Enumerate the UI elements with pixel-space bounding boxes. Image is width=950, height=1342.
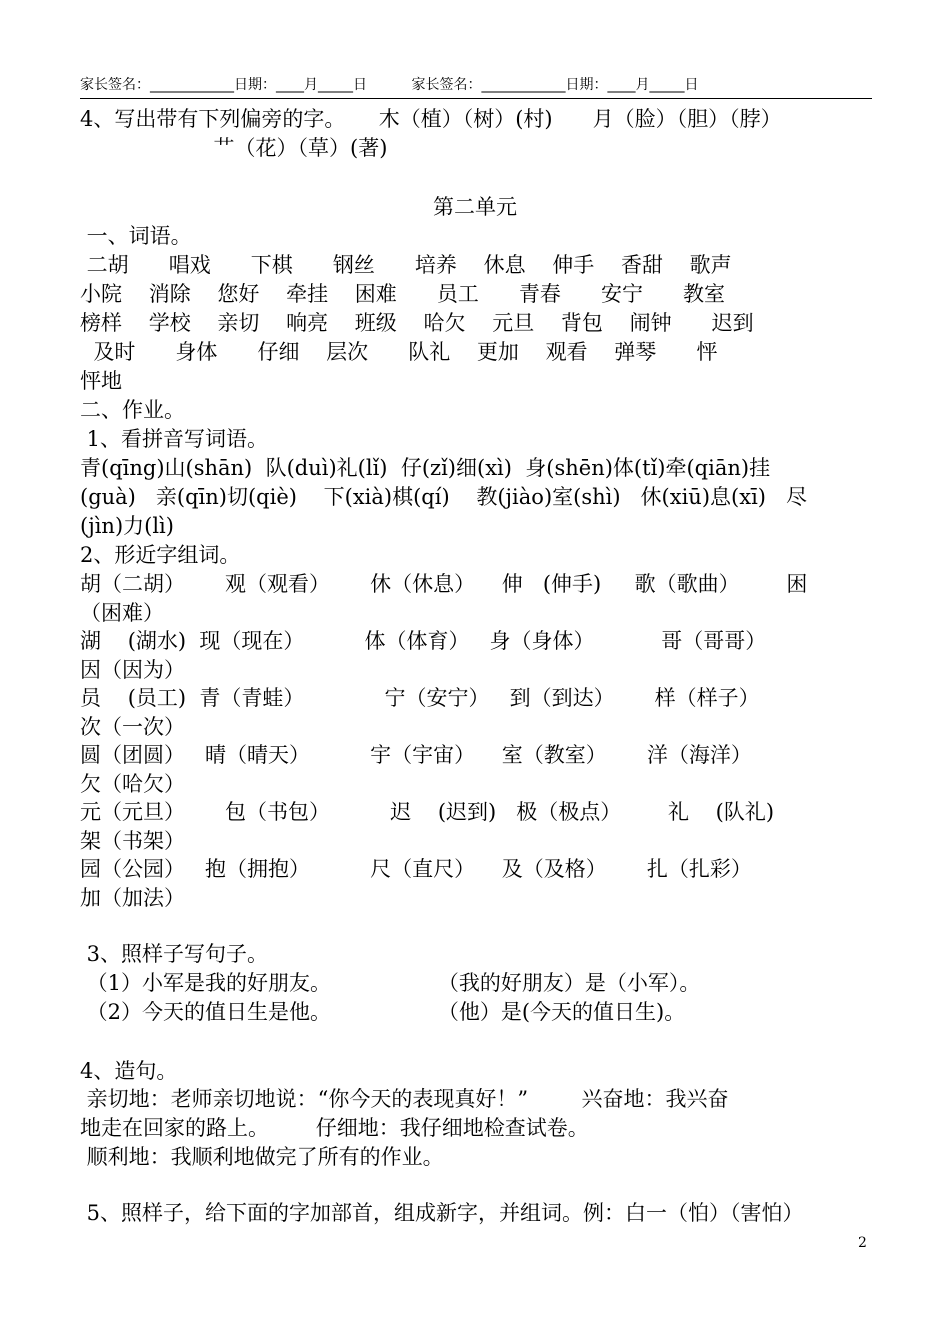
similar-char-line: 架（书架） [80,829,185,853]
similar-char-line: （困难） [80,601,164,625]
page-number: 2 [858,1235,867,1251]
similar-char-line: 湖 (湖水) 现（现在） 体（体育） 身（身体） 哥（哥哥） [80,629,767,653]
similar-char-line: 加（加法） [80,886,185,910]
question-heading: 4、造句。 [80,1059,178,1083]
question-heading: 1、看拼音写词语。 [80,427,269,451]
make-sentence-line: 地走在回家的路上。 仔细地：我仔细地检查试卷。 [80,1116,589,1140]
radical-question-line: 4、写出带有下列偏旁的字。 木（植）（树）(村) 月（脸）（胆）（脖） [80,107,782,131]
radical-answer-line: 艹（花）（草）(著) [80,136,388,160]
question-heading: 5、照样子，给下面的字加部首，组成新字，并组词。例：白一（怕）（害怕） [80,1201,804,1225]
similar-char-line: 元（元旦） 包（书包） 迟 (迟到) 极（极点） 礼 (队礼) [80,800,775,824]
similar-char-line: 员 (员工) 青（青蛙） 宁（安宁） 到（到达） 样（样子） [80,686,760,710]
pinyin-line: 青(qīng)山(shān) 队(duì)礼(lǐ) 仔(zǐ)细(xì) 身(shēn)体(tǐ)牵(qiān)挂 [80,456,771,480]
unit-title: 第二单元 [433,195,517,219]
make-sentence-line: 顺利地：我顺利地做完了所有的作业。 [80,1145,444,1169]
make-sentence-line: 亲切地：老师亲切地说：“你今天的表现真好！” 兴奋地：我兴奋 [80,1087,729,1111]
pinyin-line: (guà) 亲(qīn)切(qiè) 下(xià)棋(qí) 教(jiào)室(shì) 休(xiū)息(xī) 尽 [80,485,808,509]
section-heading-vocab: 一、词语。 [80,224,192,248]
similar-char-line: 次（一次） [80,715,185,739]
header-rule [80,98,872,99]
question-heading: 2、形近字组词。 [80,543,241,567]
parent-signature-header: 家长签名：____________日期：____月_____日 家长签名：____________日期：____月_____日 [80,77,699,93]
pinyin-line: (jìn)力(lì) [80,514,174,538]
question-heading: 3、照样子写句子。 [80,942,269,966]
vocab-line: 小院 消除 您好 牵挂 困难 员工 青春 安宁 教室 [80,282,726,306]
sentence-pattern-line: （2）今天的值日生是他。 （他）是(今天的值日生)。 [80,1000,686,1024]
section-heading-homework: 二、作业。 [80,398,185,422]
vocab-line: 榜样 学校 亲切 响亮 班级 哈欠 元旦 背包 闹钟 迟到 [80,311,754,335]
vocab-line: 怦地 [80,369,122,393]
similar-char-line: 欠（哈欠） [80,772,185,796]
vocab-line: 二胡 唱戏 下棋 钢丝 培养 休息 伸手 香甜 歌声 [80,253,732,277]
similar-char-line: 园（公园） 抱（拥抱） 尺（直尺） 及（及格） 扎（扎彩） [80,857,752,881]
similar-char-line: 胡（二胡） 观（观看） 休（休息） 伸 (伸手) 歌（歌曲） 困 [80,572,808,596]
similar-char-line: 因（因为） [80,658,185,682]
vocab-line: 及时 身体 仔细 层次 队礼 更加 观看 弹琴 怦 [80,340,718,364]
sentence-pattern-line: （1）小军是我的好朋友。 （我的好朋友）是（小军）。 [80,971,701,995]
similar-char-line: 圆（团圆） 晴（晴天） 宇（宇宙） 室（教室） 洋（海洋） [80,743,752,767]
